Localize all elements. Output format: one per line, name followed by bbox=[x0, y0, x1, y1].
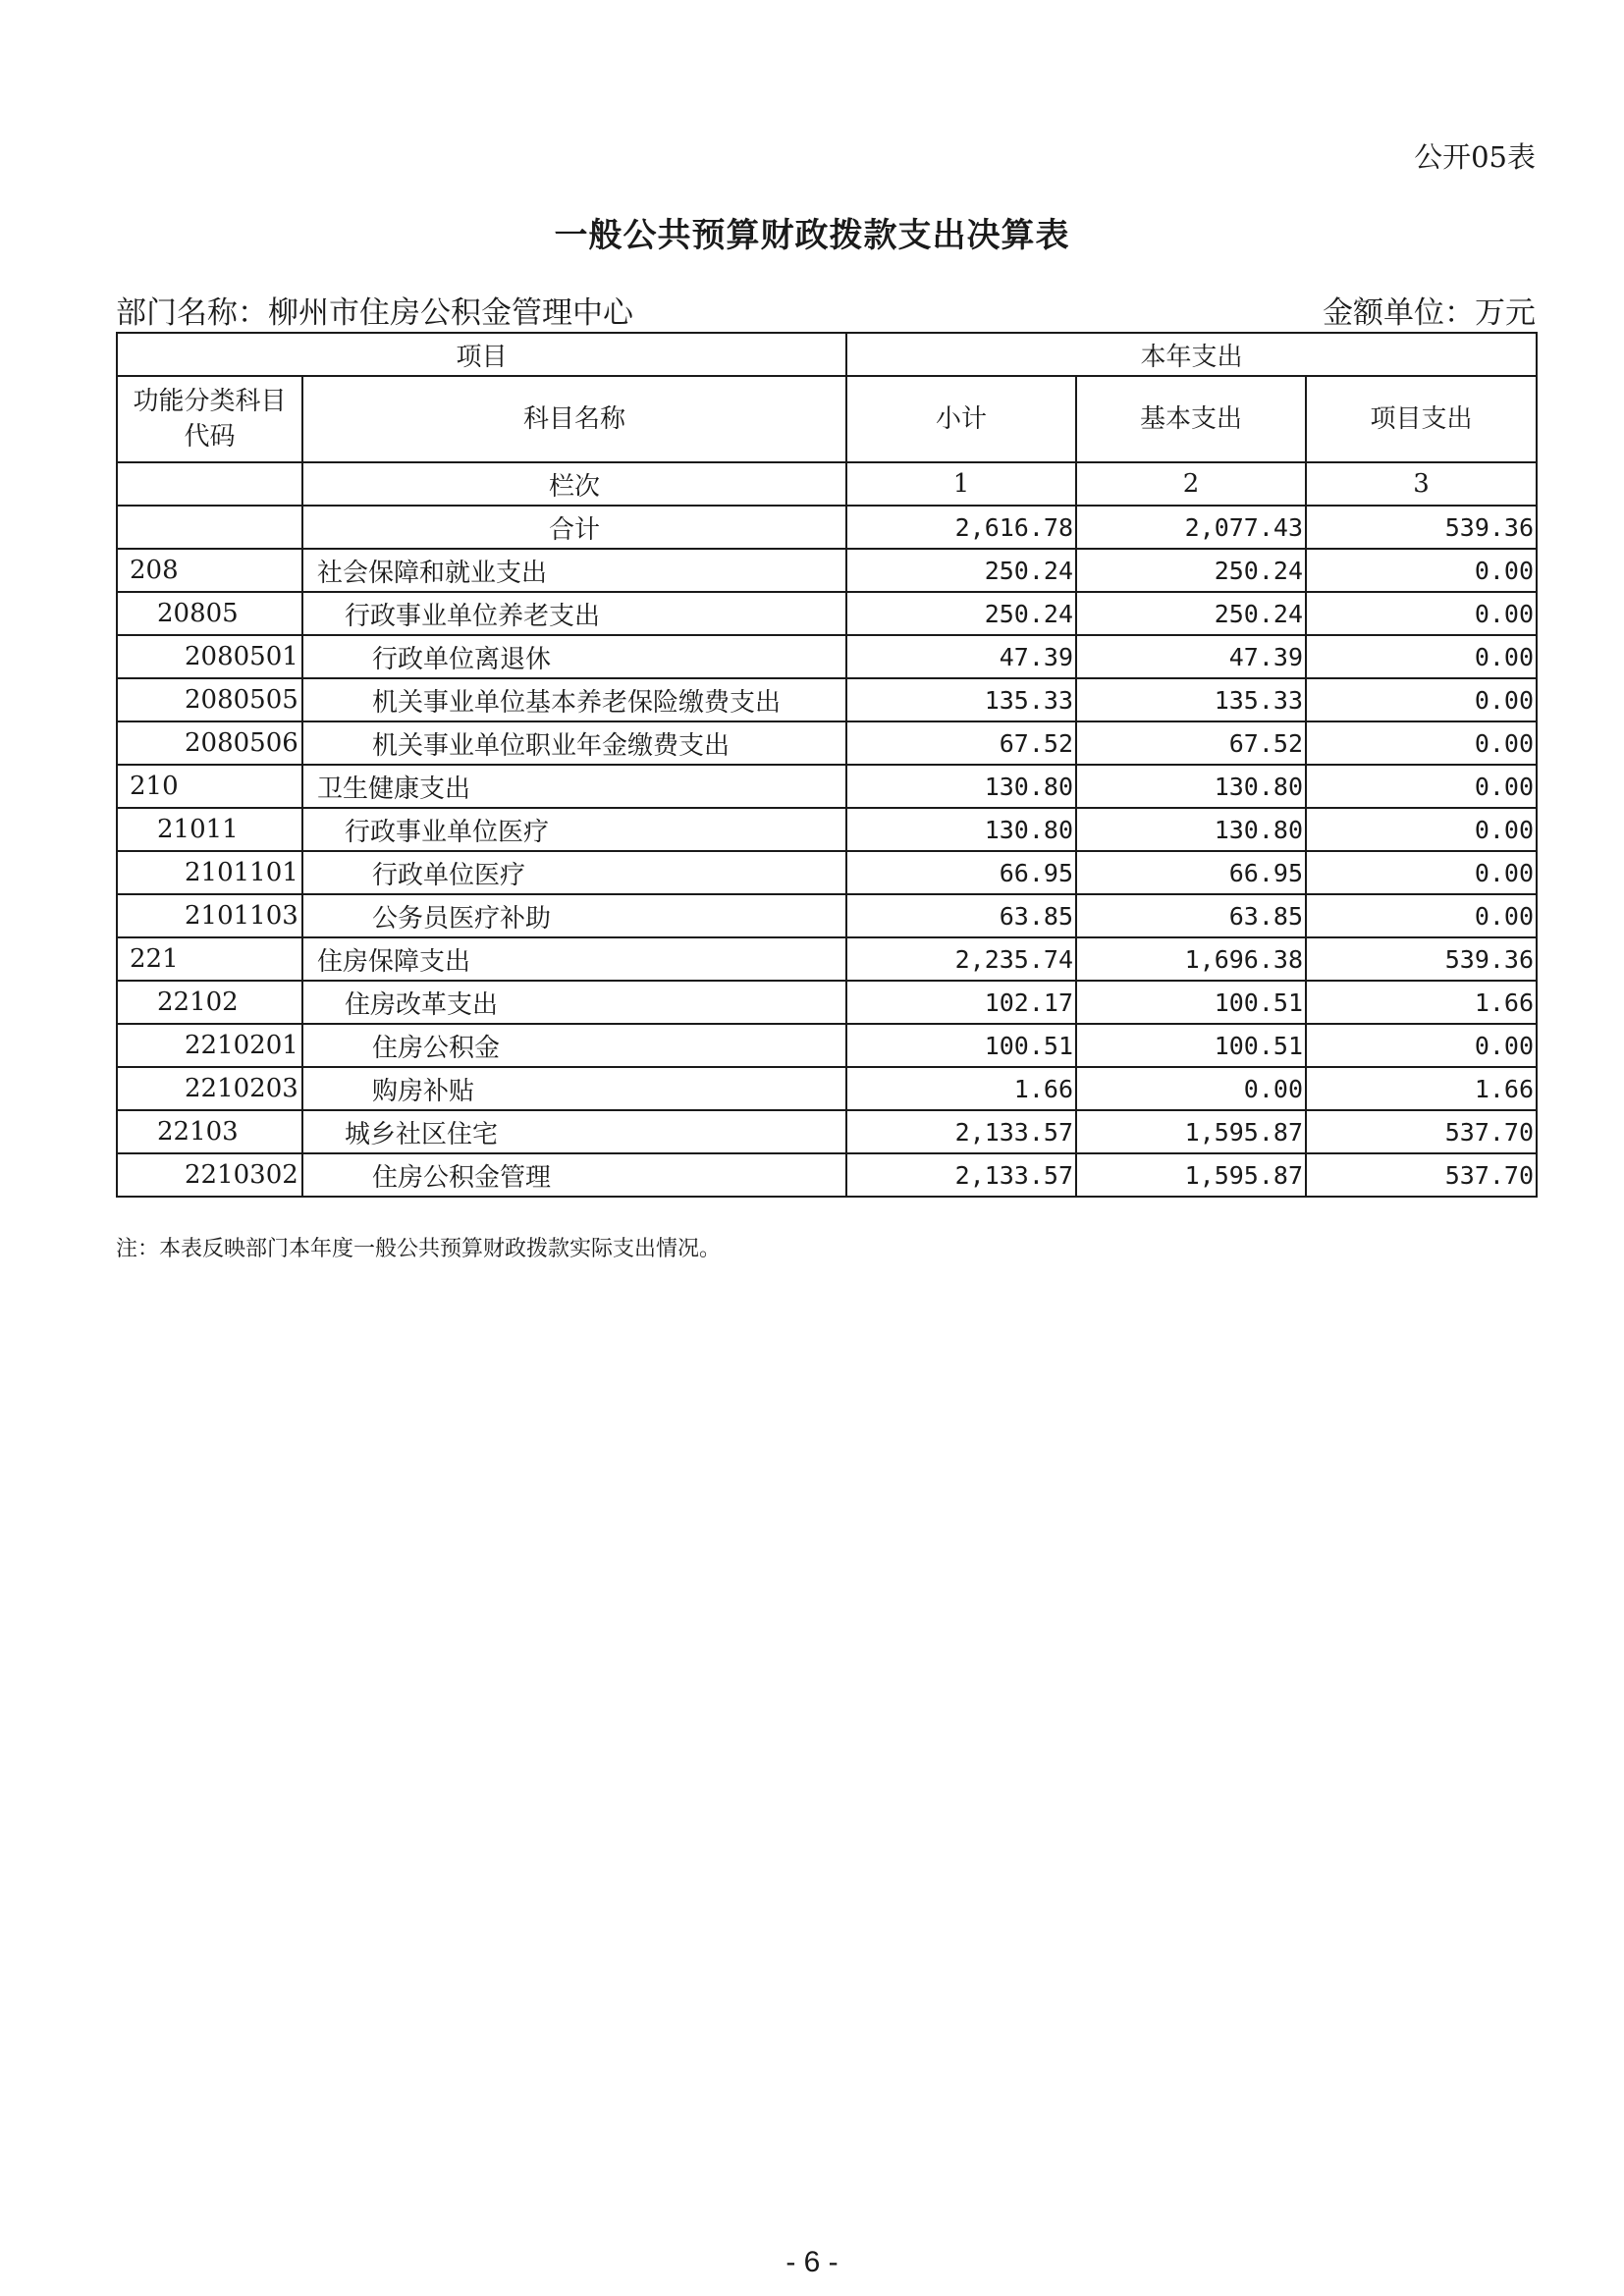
row-name: 购房补贴 bbox=[302, 1067, 846, 1110]
row-project: 0.00 bbox=[1306, 635, 1537, 678]
table-row bbox=[117, 1067, 1537, 1110]
department-label: 部门名称：柳州市住房公积金管理中心 bbox=[116, 295, 633, 331]
row-code: 208 bbox=[117, 549, 302, 592]
row-name: 住房改革支出 bbox=[302, 981, 846, 1024]
row-project: 0.00 bbox=[1306, 592, 1537, 635]
row-code: 22102 bbox=[117, 981, 302, 1024]
row-project: 0.00 bbox=[1306, 721, 1537, 765]
header-current-year: 本年支出 bbox=[846, 333, 1537, 376]
page-title: 一般公共预算财政拨款支出决算表 bbox=[554, 216, 1070, 255]
row-code: 2210201 bbox=[117, 1024, 302, 1067]
row-subtotal: 135.33 bbox=[846, 678, 1076, 721]
header-name: 科目名称 bbox=[302, 376, 846, 462]
table-row bbox=[117, 592, 1537, 635]
row-basic: 0.00 bbox=[1076, 1067, 1306, 1110]
table-row bbox=[117, 1110, 1537, 1153]
row-name: 社会保障和就业支出 bbox=[302, 549, 846, 592]
row-code: 20805 bbox=[117, 592, 302, 635]
row-subtotal: 130.80 bbox=[846, 808, 1076, 851]
row-name: 行政事业单位养老支出 bbox=[302, 592, 846, 635]
row-project: 1.66 bbox=[1306, 1067, 1537, 1110]
row-basic: 47.39 bbox=[1076, 635, 1306, 678]
row-name: 住房公积金管理 bbox=[302, 1153, 846, 1197]
total-label: 合计 bbox=[302, 506, 846, 549]
total-subtotal: 2,616.78 bbox=[846, 506, 1076, 549]
column-index-2: 2 bbox=[1076, 462, 1306, 506]
total-code-blank bbox=[117, 506, 302, 549]
row-name: 机关事业单位基本养老保险缴费支出 bbox=[302, 678, 846, 721]
row-name: 行政单位医疗 bbox=[302, 851, 846, 894]
row-project: 537.70 bbox=[1306, 1153, 1537, 1197]
row-name: 住房保障支出 bbox=[302, 937, 846, 981]
row-project: 1.66 bbox=[1306, 981, 1537, 1024]
row-subtotal: 47.39 bbox=[846, 635, 1076, 678]
row-subtotal: 63.85 bbox=[846, 894, 1076, 937]
table-row bbox=[117, 678, 1537, 721]
table-row bbox=[117, 1024, 1537, 1067]
row-basic: 250.24 bbox=[1076, 549, 1306, 592]
row-basic: 100.51 bbox=[1076, 981, 1306, 1024]
header-row-1 bbox=[117, 333, 1537, 376]
row-name: 城乡社区住宅 bbox=[302, 1110, 846, 1153]
row-name: 公务员医疗补助 bbox=[302, 894, 846, 937]
row-code: 2080501 bbox=[117, 635, 302, 678]
row-basic: 1,696.38 bbox=[1076, 937, 1306, 981]
row-project: 0.00 bbox=[1306, 851, 1537, 894]
row-basic: 130.80 bbox=[1076, 765, 1306, 808]
total-row bbox=[117, 506, 1537, 549]
row-project: 0.00 bbox=[1306, 549, 1537, 592]
table-row bbox=[117, 1153, 1537, 1197]
column-index-1: 1 bbox=[846, 462, 1076, 506]
row-subtotal: 67.52 bbox=[846, 721, 1076, 765]
row-project: 537.70 bbox=[1306, 1110, 1537, 1153]
row-code: 2101103 bbox=[117, 894, 302, 937]
row-code: 22103 bbox=[117, 1110, 302, 1153]
row-basic: 250.24 bbox=[1076, 592, 1306, 635]
header-subtotal: 小计 bbox=[846, 376, 1076, 462]
total-project: 539.36 bbox=[1306, 506, 1537, 549]
row-subtotal: 130.80 bbox=[846, 765, 1076, 808]
header-row-2 bbox=[117, 376, 1537, 462]
column-index-row bbox=[117, 462, 1537, 506]
page-number: - 6 - bbox=[785, 2246, 839, 2278]
row-project: 0.00 bbox=[1306, 765, 1537, 808]
row-basic: 1,595.87 bbox=[1076, 1153, 1306, 1197]
row-subtotal: 66.95 bbox=[846, 851, 1076, 894]
meta-row bbox=[116, 288, 1536, 331]
header-basic: 基本支出 bbox=[1076, 376, 1306, 462]
row-project: 0.00 bbox=[1306, 678, 1537, 721]
table-row bbox=[117, 721, 1537, 765]
row-name: 机关事业单位职业年金缴费支出 bbox=[302, 721, 846, 765]
row-subtotal: 100.51 bbox=[846, 1024, 1076, 1067]
column-index-blank bbox=[117, 462, 302, 506]
table-row bbox=[117, 808, 1537, 851]
row-basic: 135.33 bbox=[1076, 678, 1306, 721]
column-index-label: 栏次 bbox=[302, 462, 846, 506]
row-code: 2210203 bbox=[117, 1067, 302, 1110]
row-name: 住房公积金 bbox=[302, 1024, 846, 1067]
table-row bbox=[117, 765, 1537, 808]
table-row bbox=[117, 981, 1537, 1024]
header-item: 项目 bbox=[117, 333, 846, 376]
row-basic: 67.52 bbox=[1076, 721, 1306, 765]
table-row bbox=[117, 549, 1537, 592]
unit-label: 金额单位：万元 bbox=[1323, 295, 1536, 331]
row-basic: 66.95 bbox=[1076, 851, 1306, 894]
row-code: 21011 bbox=[117, 808, 302, 851]
row-project: 0.00 bbox=[1306, 894, 1537, 937]
row-subtotal: 102.17 bbox=[846, 981, 1076, 1024]
row-basic: 100.51 bbox=[1076, 1024, 1306, 1067]
column-index-3: 3 bbox=[1306, 462, 1537, 506]
table-row bbox=[117, 635, 1537, 678]
row-subtotal: 2,133.57 bbox=[846, 1110, 1076, 1153]
row-subtotal: 1.66 bbox=[846, 1067, 1076, 1110]
table-row bbox=[117, 937, 1537, 981]
row-basic: 63.85 bbox=[1076, 894, 1306, 937]
row-subtotal: 250.24 bbox=[846, 592, 1076, 635]
header-project: 项目支出 bbox=[1306, 376, 1537, 462]
row-code: 210 bbox=[117, 765, 302, 808]
expenditure-table bbox=[116, 332, 1538, 1198]
row-project: 0.00 bbox=[1306, 1024, 1537, 1067]
table-row bbox=[117, 851, 1537, 894]
row-code: 2080505 bbox=[117, 678, 302, 721]
row-basic: 1,595.87 bbox=[1076, 1110, 1306, 1153]
form-code: 公开05表 bbox=[1414, 140, 1536, 174]
row-name: 卫生健康支出 bbox=[302, 765, 846, 808]
row-project: 0.00 bbox=[1306, 808, 1537, 851]
row-subtotal: 2,235.74 bbox=[846, 937, 1076, 981]
total-basic: 2,077.43 bbox=[1076, 506, 1306, 549]
row-code: 221 bbox=[117, 937, 302, 981]
row-basic: 130.80 bbox=[1076, 808, 1306, 851]
row-subtotal: 2,133.57 bbox=[846, 1153, 1076, 1197]
row-name: 行政单位离退休 bbox=[302, 635, 846, 678]
row-code: 2210302 bbox=[117, 1153, 302, 1197]
row-name: 行政事业单位医疗 bbox=[302, 808, 846, 851]
table-row bbox=[117, 894, 1537, 937]
row-code: 2101101 bbox=[117, 851, 302, 894]
row-code: 2080506 bbox=[117, 721, 302, 765]
header-code: 功能分类科目代码 bbox=[117, 376, 302, 462]
table-note: 注：本表反映部门本年度一般公共预算财政拨款实际支出情况。 bbox=[116, 1237, 722, 1261]
row-subtotal: 250.24 bbox=[846, 549, 1076, 592]
row-project: 539.36 bbox=[1306, 937, 1537, 981]
